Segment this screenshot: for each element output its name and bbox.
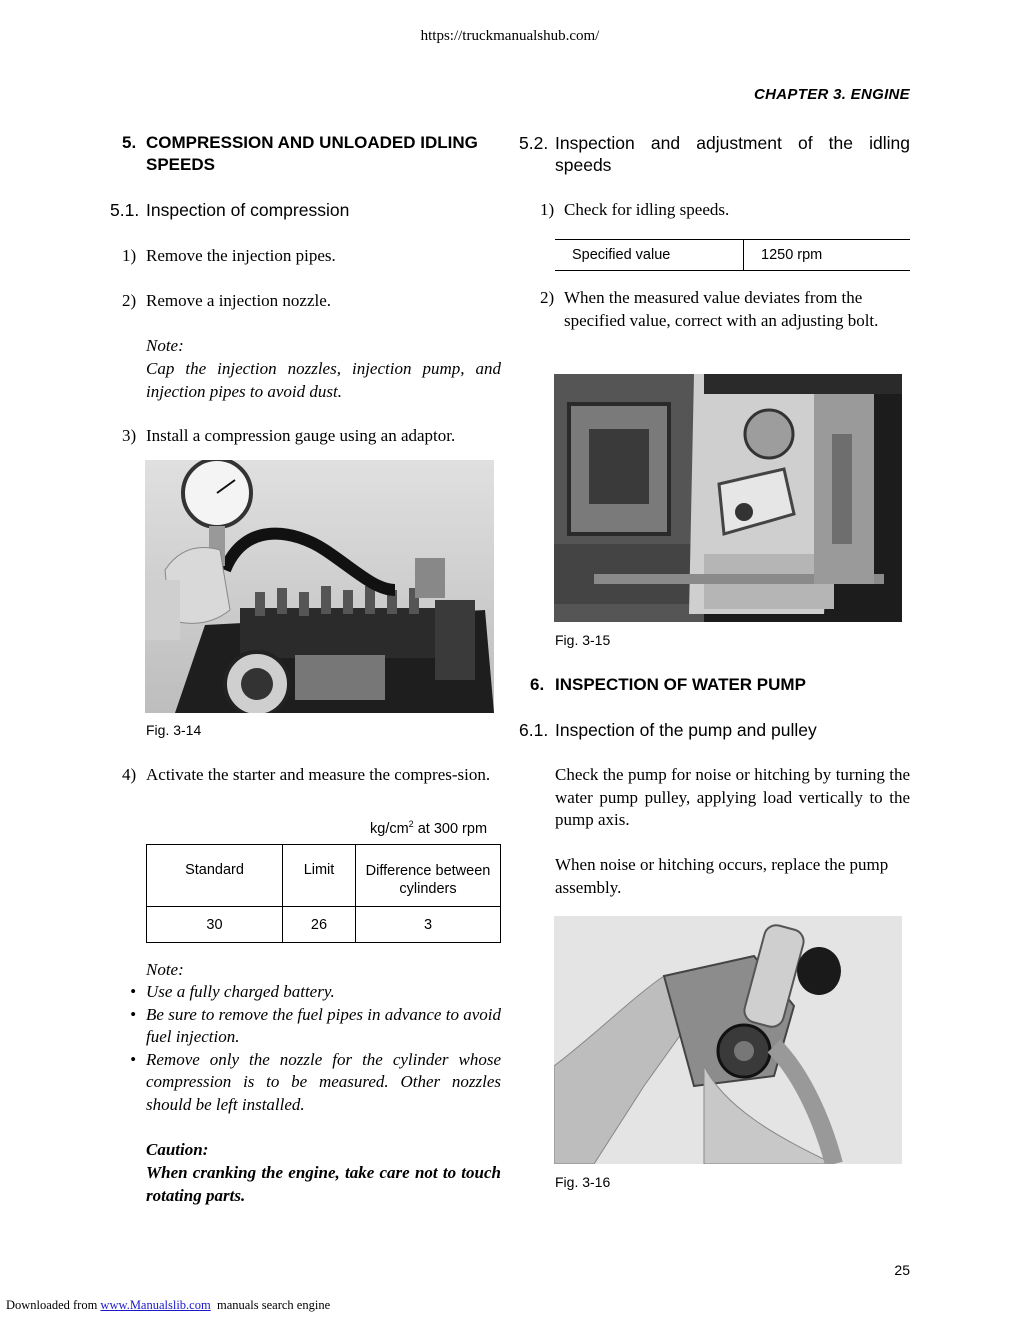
header-limit: Limit	[283, 845, 356, 907]
section-5-2-title-line1: Inspection and adjustment of the idling	[555, 133, 910, 153]
photo-water-pump	[554, 916, 902, 1164]
compression-table-row	[147, 907, 501, 943]
section-6-title: INSPECTION OF WATER PUMP	[555, 675, 806, 694]
section-5-title	[146, 132, 506, 176]
section-6-1-number: 6.1.	[519, 720, 549, 740]
bullet-text: Remove only the nozzle for the cylinder whose compression is to be measured. Other nozzles should be left installed.	[146, 1049, 501, 1114]
bullet-text: Use a fully charged battery.	[146, 982, 335, 1001]
header-standard: Standard	[147, 845, 283, 907]
footer-prefix: Downloaded from	[6, 1298, 101, 1312]
value-limit: 26	[283, 907, 356, 943]
bullet-text: Be sure to remove the fuel pipes in advance to avoid fuel injection.	[146, 1004, 501, 1046]
note-1-label: Note:	[146, 336, 184, 355]
step-4-number: 4)	[122, 765, 137, 784]
bullet-dot: •	[130, 1049, 136, 1069]
section-6-1-title: Inspection of the pump and pulley	[555, 720, 817, 740]
unit-label-exponent: 2	[408, 819, 414, 829]
water-pump-paragraph-2: When noise or hitching occurs, replace the pump assembly.	[555, 855, 889, 897]
section-5-title-line2: SPEEDS	[146, 155, 215, 174]
spec-value: 1250 rpm	[744, 240, 911, 271]
note-2-bullet	[130, 1049, 501, 1117]
water-pump-paragraph-1: Check the pump for noise or hitching by turning the water pump pulley, applying load vertically to the pump axis.	[555, 765, 910, 829]
value-difference: 3	[356, 907, 501, 943]
step-2-number: 2)	[122, 291, 137, 310]
note-2-bullets	[130, 981, 501, 1116]
photo-compression-gauge	[145, 460, 494, 713]
page-number: 25	[894, 1262, 910, 1278]
unit-label-rpm: at 300 rpm	[413, 820, 488, 837]
idle-step-1-number: 1)	[540, 200, 555, 219]
section-5-1-number: 5.1.	[110, 200, 140, 220]
note-2-bullet	[130, 981, 501, 1004]
figure-3-14-caption: Fig. 3-14	[146, 722, 202, 738]
step-3-number: 3)	[122, 426, 137, 445]
unit-label-base: kg/cm	[370, 820, 409, 837]
idle-step-2-text: When the measured value deviates from the specified value, correct with an adjusting bolt.	[564, 288, 879, 330]
note-2-bullet	[130, 1004, 501, 1049]
section-5-1-title: Inspection of compression	[146, 200, 350, 220]
compression-table-header-row	[147, 845, 501, 907]
step-2-text: Remove a injection nozzle.	[146, 291, 332, 310]
caution-text: When cranking the engine, take care not to touch rotating parts.	[146, 1163, 501, 1205]
manualslib-link[interactable]: www.Manualslib.com	[100, 1298, 211, 1312]
section-6-number: 6.	[530, 675, 545, 694]
step-4-text: Activate the starter and measure the compres-sion.	[146, 765, 491, 784]
figure-3-16-caption: Fig. 3-16	[555, 1174, 611, 1190]
chapter-title: CHAPTER 3. ENGINE	[754, 86, 910, 103]
bullet-dot: •	[130, 982, 136, 1001]
compression-table	[146, 844, 501, 943]
footer-suffix: manuals search engine	[210, 1298, 331, 1312]
section-5-number: 5.	[122, 133, 137, 152]
step-1-number: 1)	[122, 246, 137, 265]
section-5-title-line1: COMPRESSION AND UNLOADED IDLING	[146, 133, 478, 152]
figure-3-15-caption: Fig. 3-15	[555, 632, 611, 648]
step-3-text: Install a compression gauge using an adaptor.	[146, 426, 456, 445]
bullet-dot: •	[130, 1004, 136, 1024]
header-difference	[356, 845, 501, 907]
value-standard: 30	[147, 907, 283, 943]
section-5-2-number: 5.2.	[519, 133, 549, 153]
source-url: https://truckmanualshub.com/	[420, 28, 600, 44]
caution-label: Caution:	[146, 1140, 209, 1159]
download-footer	[6, 1298, 330, 1313]
idle-spec-table	[555, 239, 910, 271]
section-5-2-title	[555, 132, 910, 176]
idle-step-1-text: Check for idling speeds.	[564, 200, 730, 219]
spec-label: Specified value	[555, 240, 744, 271]
section-5-2-title-line2: speeds	[555, 155, 612, 175]
unit-label	[370, 819, 487, 837]
photo-idling-adjustment	[554, 374, 902, 622]
step-1-text: Remove the injection pipes.	[146, 246, 336, 265]
idle-spec-row	[555, 240, 910, 271]
note-1-text: Cap the injection nozzles, injection pump, and injection pipes to avoid dust.	[146, 359, 501, 401]
note-2-label: Note:	[146, 960, 184, 979]
idle-step-2-number: 2)	[540, 288, 555, 307]
header-difference-text: Difference between cylinders	[365, 863, 491, 897]
